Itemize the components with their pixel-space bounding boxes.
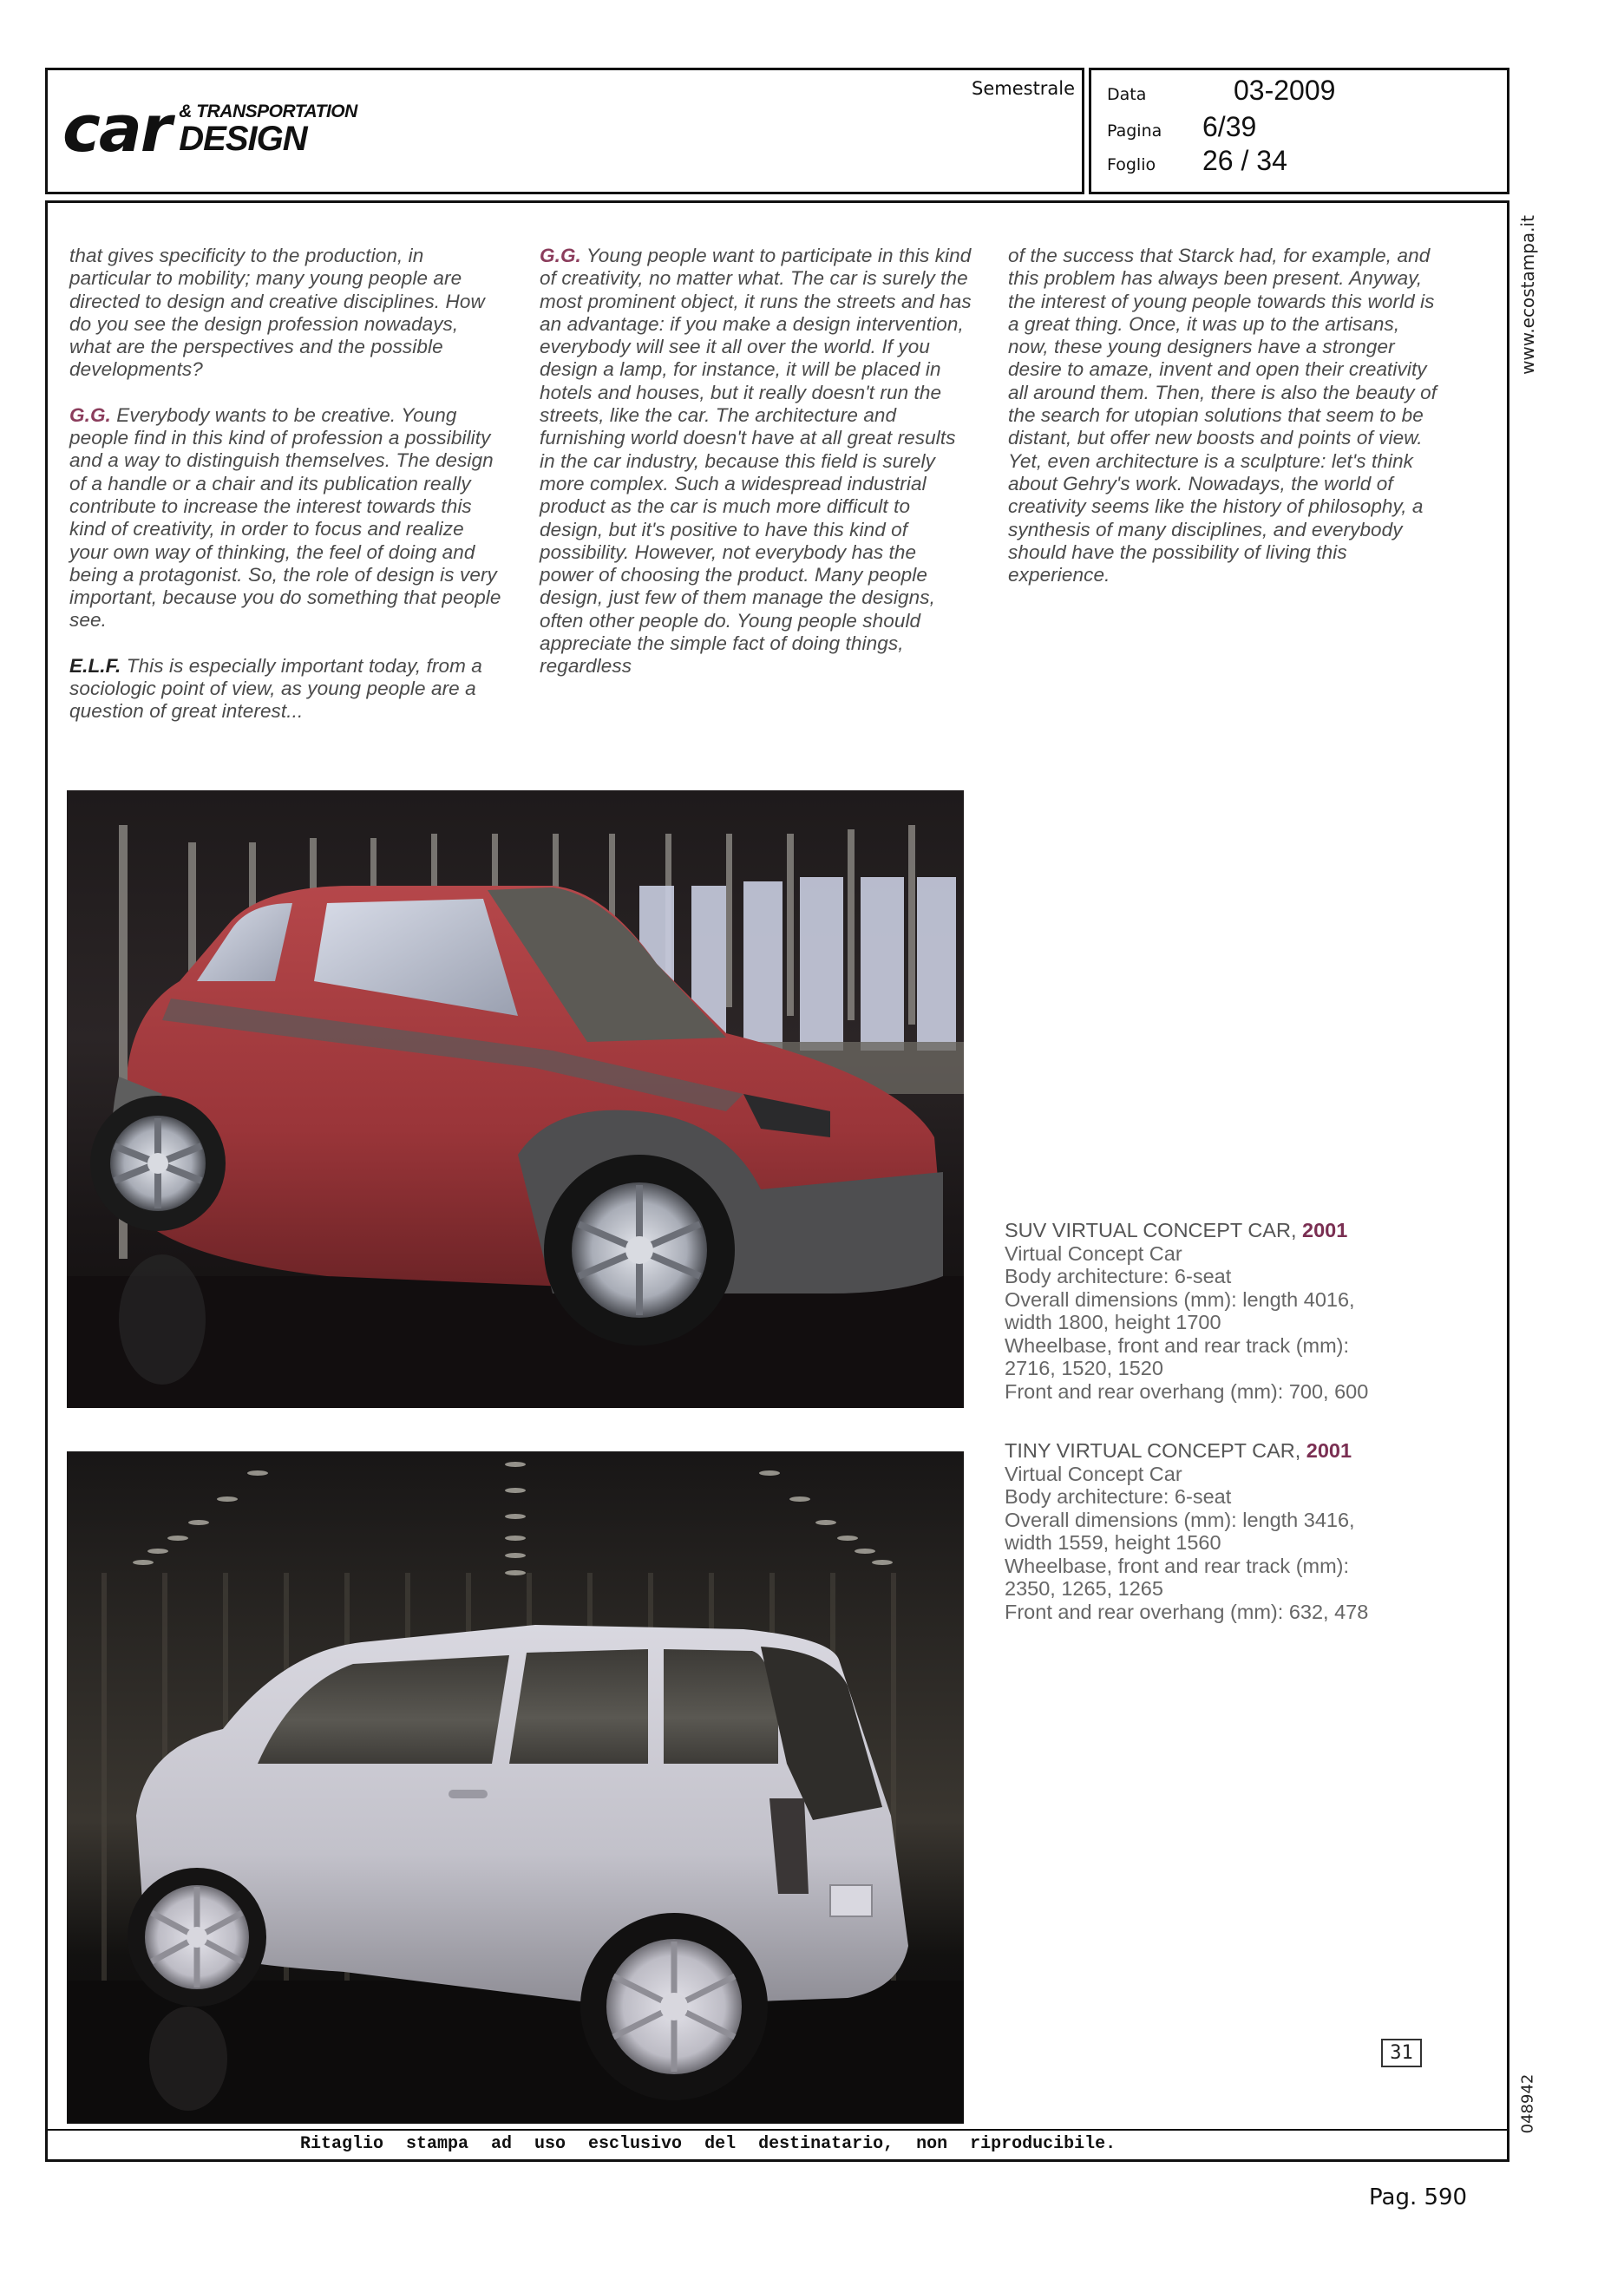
meta-label: Pagina [1107, 121, 1162, 141]
caption-line: width 1800, height 1700 [1005, 1311, 1221, 1333]
article-paragraph: G.G. Everybody wants to be creative. Young people find in this kind of profession a possibility and a way to distinguish themselves. The design of a handle or a chair and its publication really contribute to increase the interest towards this kind of creativity, in order to focus and realize your own way of thinking, the feel of doing and being a protagonist. So, the role of design is very important, because you do something that people see. [69, 403, 501, 632]
footer-divider [45, 2129, 1509, 2131]
caption-line: Virtual Concept Car [1005, 1241, 1182, 1265]
article-column-3 [1008, 245, 1442, 609]
caption-line: width 1559, height 1560 [1005, 1531, 1221, 1554]
caption-title: TINY VIRTUAL CONCEPT CAR, 2001 [1005, 1439, 1352, 1462]
tiny-caption [1005, 1439, 1368, 1623]
suv-caption [1005, 1219, 1368, 1403]
caption-line: 2350, 1265, 1265 [1005, 1577, 1163, 1600]
clipping-notice: Ritaglio stampa ad uso esclusivo del destinatario, non riproducibile. [300, 2134, 1116, 2154]
article-paragraph: of the success that Starck had, for example, and this problem has always been present. Anyway, the interest of young people towards this world is a great thing. Once, it was up to the artisans, now, these young designers have a stronger desire to amaze, invent and open their creativity all around them. Then, there is also the beauty of the search for utopian solutions that seem to be distant, but offer new boosts and points of view. Yet, even architecture is a sculpture: let's think about Gehry's work. Nowadays, the world of creativity seems like the history of philosophy, a synthesis of many disciplines, and everybody should have the possibility of living this experience. [1008, 245, 1437, 586]
caption-line: Front and rear overhang (mm): 632, 478 [1005, 1600, 1369, 1623]
logo-line-1: & TRANSPORTATION [179, 101, 357, 121]
meta-value: 26 / 34 [1202, 145, 1287, 176]
caption-year: 2001 [1306, 1439, 1352, 1462]
caption-line: Body architecture: 6-seat [1005, 1265, 1232, 1287]
caption-line: Wheelbase, front and rear track (mm): [1005, 1333, 1350, 1357]
caption-title: SUV VIRTUAL CONCEPT CAR, 2001 [1005, 1219, 1348, 1241]
suv-concept-photo [67, 790, 964, 1408]
side-url: www.ecostampa.it [1517, 215, 1538, 375]
caption-line: Front and rear overhang (mm): 700, 600 [1005, 1379, 1369, 1403]
article-paragraph: that gives specificity to the production, in particular to mobility; many young people are directed to design and creative disciplines. How do you see the design profession nowadays, what are the perspectives and the possible developments? [69, 245, 485, 381]
caption-line: Wheelbase, front and rear track (mm): [1005, 1554, 1350, 1577]
red-suv-car-illustration [67, 790, 964, 1408]
side-code: 048942 [1518, 2073, 1537, 2134]
logo-line-2: DESIGN [179, 120, 307, 158]
meta-date [1107, 75, 1335, 107]
silver-tiny-car-illustration [67, 1451, 964, 2124]
logo-subtitle [179, 102, 357, 156]
article-paragraph: G.G. Young people want to participate in this kind of creativity, no matter what. The car is surely the most prominent object, it runs the streets and has an advantage: if you make a design intervention, everybody will see it all over the world. If you design a lamp, for instance, it will be placed in hotels and houses, but it really doesn't run the streets, like the car. The architecture and furnishing world doesn't have at all great results in the car industry, because this field is surely more complex. Such a widespread industrial product as the car is much more difficult to design, but it's positive to have this kind of possibility. However, not everybody has the power of choosing the product. Many people design, just few of them manage the designs, often other people do. Young people should appreciate the simple fact of doing things, regardless [540, 245, 972, 678]
magazine-logo [62, 92, 357, 167]
page-number: Pag. 590 [1369, 2184, 1468, 2210]
logo-car: car [62, 92, 171, 167]
meta-page [1107, 111, 1256, 143]
caption-line: Virtual Concept Car [1005, 1462, 1182, 1485]
caption-line: Overall dimensions (mm): length 3416, [1005, 1508, 1355, 1531]
tiny-concept-photo [67, 1451, 964, 2124]
article-column-2 [540, 245, 973, 701]
publication-frequency: Semestrale [972, 78, 1076, 99]
article-column-1 [69, 245, 503, 746]
meta-value: 03-2009 [1234, 75, 1336, 106]
meta-label: Data [1107, 85, 1147, 104]
speaker-label: E.L.F. [69, 654, 121, 677]
meta-sheet [1107, 145, 1287, 177]
caption-year: 2001 [1302, 1219, 1348, 1241]
meta-label: Foglio [1107, 155, 1156, 174]
speaker-label: G.G. [69, 403, 111, 426]
caption-line: Overall dimensions (mm): length 4016, [1005, 1287, 1355, 1311]
speaker-label: G.G. [540, 245, 581, 266]
article-paragraph: E.L.F. This is especially important today, from a sociologic point of view, as young people are a question of great interest... [69, 654, 482, 723]
meta-value: 6/39 [1202, 111, 1257, 142]
magazine-page-number: 31 [1381, 2039, 1422, 2067]
caption-line: 2716, 1520, 1520 [1005, 1357, 1163, 1379]
caption-line: Body architecture: 6-seat [1005, 1485, 1232, 1508]
